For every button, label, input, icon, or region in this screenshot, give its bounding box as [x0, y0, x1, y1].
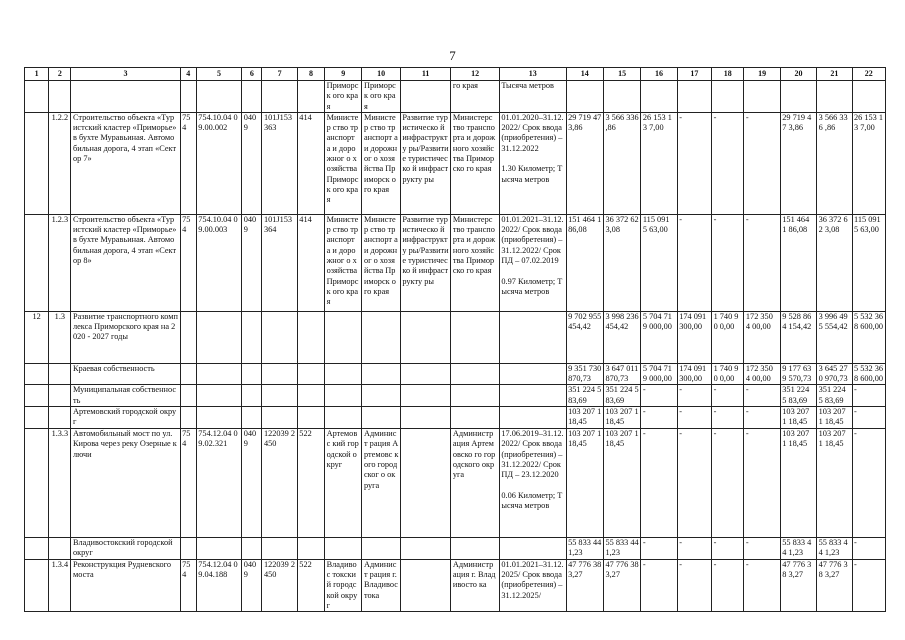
table-cell: [400, 407, 451, 429]
table-cell: 12: [25, 311, 49, 363]
table-cell: [262, 311, 297, 363]
table-cell: Краевая собственность: [71, 363, 180, 385]
table-cell: [180, 407, 196, 429]
table-cell: [242, 407, 262, 429]
table-cell: Артемовский городской округ: [71, 407, 180, 429]
table-cell: [262, 81, 297, 113]
table-cell: -: [744, 214, 780, 311]
column-number: 12: [451, 68, 500, 81]
table-cell: [242, 385, 262, 407]
column-number: 6: [242, 68, 262, 81]
table-cell: Министер ство транспорт а и дорожног о хозяйства Приморск ого края: [362, 214, 400, 311]
table-cell: 5 532 368 600,00: [852, 311, 886, 363]
table-cell: -: [641, 385, 677, 407]
table-cell: -: [744, 407, 780, 429]
table-cell: 103 207 1 18,45: [603, 407, 640, 429]
table-cell: 0409: [242, 559, 262, 611]
table-cell: Владивостокский городской округ: [71, 538, 180, 560]
table-cell: 103 207 1 18,45: [817, 407, 852, 429]
table-row: [25, 112, 886, 214]
table-cell: -: [852, 538, 886, 560]
table-cell: Муниципальная собственность: [71, 385, 180, 407]
table-cell: -: [641, 429, 677, 538]
table-cell: 9 528 864 154,42: [780, 311, 816, 363]
table-row: [25, 559, 886, 611]
table-cell: 522: [297, 559, 324, 611]
table-cell: [451, 385, 500, 407]
table-cell: 3 645 270 970,73: [817, 363, 852, 385]
table-cell: [297, 407, 324, 429]
table-cell: -: [712, 429, 744, 538]
table-cell: 47 776 38 3,27: [566, 559, 603, 611]
table-cell: 9 177 639 570,73: [780, 363, 816, 385]
table-cell: 17.06.2019–31.12. 2022/ Срок ввода (приобретения) – 31.12.2022/ Срок ПД – 23.12.2020 0.06 Километр; Тысяча метров: [499, 429, 566, 538]
table-row: [25, 81, 886, 113]
table-cell: [451, 363, 500, 385]
table-row: [25, 385, 886, 407]
table-cell: [242, 81, 262, 113]
table-cell: -: [852, 385, 886, 407]
column-number: 20: [780, 68, 816, 81]
table-cell: [400, 429, 451, 538]
table-cell: Админист рация г. Владивос тока: [362, 559, 400, 611]
table-cell: [362, 385, 400, 407]
table-cell: [25, 407, 49, 429]
table-cell: [180, 385, 196, 407]
table-cell: 115 091 5 63,00: [641, 214, 677, 311]
table-cell: -: [677, 407, 711, 429]
table-cell: [499, 363, 566, 385]
column-number: 8: [297, 68, 324, 81]
table-cell: [25, 214, 49, 311]
page-number: 7: [449, 48, 456, 63]
table-cell: Строительство объекта «Туристский кластер «Приморье» в бухте Муравьиная. Автомобильная дорога, 4 этап «Сектор 7»: [71, 112, 180, 214]
table-cell: Приморск ого края: [325, 81, 362, 113]
table-cell: [180, 363, 196, 385]
table-cell: [400, 385, 451, 407]
table-cell: -: [852, 559, 886, 611]
table-cell: Автомобильный мост по ул. Кирова через реку Озерные ключи: [71, 429, 180, 538]
column-number: 14: [566, 68, 603, 81]
table-cell: [262, 363, 297, 385]
table-cell: 01.01.2021–31.12. 2022/ Срок ввода (приобретения) – 31.12.2022/ Срок ПД – 07.02.2019 0.97 Километр; Тысяча метров: [499, 214, 566, 311]
table-cell: 122039 2450: [262, 559, 297, 611]
table-cell: [297, 385, 324, 407]
table-cell: [780, 81, 816, 113]
column-number: 11: [400, 68, 451, 81]
table-cell: Владивос токский городской округ: [325, 559, 362, 611]
table-cell: 351 224 5 83,69: [566, 385, 603, 407]
table-cell: [242, 311, 262, 363]
table-cell: [242, 538, 262, 560]
column-number: 7: [262, 68, 297, 81]
table-cell: 5 532 368 600,00: [852, 363, 886, 385]
column-number: 4: [180, 68, 196, 81]
table-cell: [712, 81, 744, 113]
table-cell: -: [744, 385, 780, 407]
table-cell: Министер ство транспорт а и дорожног о хозяйства Приморск ого края: [362, 112, 400, 214]
table-cell: 3 998 236 454,42: [603, 311, 640, 363]
table-cell: [325, 363, 362, 385]
table-cell: Реконструкция Рудневского моста: [71, 559, 180, 611]
budget-table: [24, 67, 886, 612]
table-cell: 1.3: [49, 311, 71, 363]
table-cell: -: [677, 112, 711, 214]
table-cell: 351 224 5 83,69: [817, 385, 852, 407]
table-cell: 174 091 300,00: [677, 311, 711, 363]
table-cell: [196, 385, 241, 407]
table-cell: 754: [180, 429, 196, 538]
table-cell: 1.2.2: [49, 112, 71, 214]
table-cell: 103 207 1 18,45: [780, 407, 816, 429]
table-cell: [852, 81, 886, 113]
column-number: 16: [641, 68, 677, 81]
table-cell: [25, 538, 49, 560]
table-cell: Админист рация Артемовс кого городског о округа: [362, 429, 400, 538]
table-cell: 754: [180, 214, 196, 311]
column-number: 3: [71, 68, 180, 81]
table-cell: 122039 2450: [262, 429, 297, 538]
table-cell: [566, 81, 603, 113]
table-cell: [262, 538, 297, 560]
table-cell: -: [677, 214, 711, 311]
table-cell: [744, 81, 780, 113]
table-row: [25, 538, 886, 560]
table-cell: -: [712, 407, 744, 429]
column-number: 18: [712, 68, 744, 81]
table-cell: 103 207 1 18,45: [566, 407, 603, 429]
table-cell: -: [641, 559, 677, 611]
table-cell: 151 464 1 86,08: [780, 214, 816, 311]
table-cell: [180, 538, 196, 560]
table-cell: 103 207 1 18,45: [603, 429, 640, 538]
table-cell: [262, 385, 297, 407]
table-cell: 47 776 38 3,27: [817, 559, 852, 611]
table-cell: -: [744, 559, 780, 611]
table-cell: 1.2.3: [49, 214, 71, 311]
table-cell: [196, 363, 241, 385]
table-cell: -: [712, 112, 744, 214]
table-cell: 3 566 336 ,86: [603, 112, 640, 214]
table-cell: [297, 81, 324, 113]
table-cell: 55 833 44 1,23: [780, 538, 816, 560]
table-cell: -: [852, 429, 886, 538]
column-number: 2: [49, 68, 71, 81]
table-cell: Министерс тво транспорта и дорожного хозяйства Приморско го края: [451, 112, 500, 214]
table-cell: [49, 385, 71, 407]
table-row: [25, 407, 886, 429]
table-cell: [451, 538, 500, 560]
table-cell: [499, 385, 566, 407]
table-cell: [49, 81, 71, 113]
table-cell: [400, 311, 451, 363]
table-cell: 101J153 364: [262, 214, 297, 311]
table-cell: [400, 363, 451, 385]
table-cell: [180, 311, 196, 363]
table-cell: Строительство объекта «Туристский кластер «Приморье» в бухте Муравьиная. Автомобильная дорога, 4 этап «Сектор 8»: [71, 214, 180, 311]
table-cell: 754.10.04 09.00.003: [196, 214, 241, 311]
table-cell: 151 464 1 86,08: [566, 214, 603, 311]
table-cell: Приморск ого края: [362, 81, 400, 113]
table-cell: Министерс тво транспорта и дорожного хозяйства Приморско го края: [451, 214, 500, 311]
table-cell: 414: [297, 214, 324, 311]
table-cell: 0409: [242, 214, 262, 311]
table-cell: [362, 407, 400, 429]
table-cell: [196, 81, 241, 113]
table-cell: -: [744, 112, 780, 214]
table-cell: [297, 311, 324, 363]
table-cell: [180, 81, 196, 113]
table-cell: [325, 538, 362, 560]
table-row: [25, 429, 886, 538]
table-cell: 101J153 363: [262, 112, 297, 214]
table-cell: 172 350 4 00,00: [744, 363, 780, 385]
column-number: 21: [817, 68, 852, 81]
table-cell: [25, 429, 49, 538]
table-cell: [49, 363, 71, 385]
table-cell: -: [744, 538, 780, 560]
table-cell: 754.10.04 09.00.002: [196, 112, 241, 214]
column-number: 17: [677, 68, 711, 81]
table-cell: [400, 538, 451, 560]
table-cell: [451, 311, 500, 363]
table-cell: -: [677, 538, 711, 560]
table-cell: [196, 407, 241, 429]
table-cell: -: [677, 429, 711, 538]
column-number: 10: [362, 68, 400, 81]
table-cell: [641, 81, 677, 113]
table-cell: Тысяча метров: [499, 81, 566, 113]
table-cell: 103 207 1 18,45: [566, 429, 603, 538]
table-cell: [677, 81, 711, 113]
table-cell: 351 224 5 83,69: [603, 385, 640, 407]
table-cell: 754.12.04 09.02.321: [196, 429, 241, 538]
table-cell: Администр ация Артемовско го городского округа: [451, 429, 500, 538]
table-cell: -: [712, 385, 744, 407]
table-cell: [499, 538, 566, 560]
table-cell: 26 153 13 7,00: [641, 112, 677, 214]
table-cell: [25, 363, 49, 385]
table-cell: 1 740 90 0,00: [712, 311, 744, 363]
table-cell: 5 704 719 000,00: [641, 311, 677, 363]
table-cell: 01.01.2020–31.12. 2022/ Срок ввода (приобретения) – 31.12.2022 1.30 Километр; Тысяча метров: [499, 112, 566, 214]
table-cell: 3 996 495 554,42: [817, 311, 852, 363]
table-cell: 29 719 47 3,86: [566, 112, 603, 214]
table-cell: 36 372 62 3,08: [603, 214, 640, 311]
table-cell: [817, 81, 852, 113]
table-cell: 1.3.3: [49, 429, 71, 538]
table-cell: Развитие туристическо й инфраструкту ры/Развитие туристическо й инфраструкту ры: [400, 214, 451, 311]
table-cell: 26 153 13 7,00: [852, 112, 886, 214]
table-cell: -: [677, 385, 711, 407]
table-cell: [196, 311, 241, 363]
table-cell: 9 702 955 454,42: [566, 311, 603, 363]
table-cell: [325, 385, 362, 407]
column-number: 5: [196, 68, 241, 81]
table-cell: 414: [297, 112, 324, 214]
table-cell: [196, 538, 241, 560]
table-cell: 174 091 300,00: [677, 363, 711, 385]
table-cell: Развитие транспортного комплекса Приморского края на 2020 - 2027 годы: [71, 311, 180, 363]
table-cell: [499, 407, 566, 429]
table-cell: 5 704 719 000,00: [641, 363, 677, 385]
table-cell: 3 647 011 870,73: [603, 363, 640, 385]
table-cell: 103 207 1 18,45: [817, 429, 852, 538]
table-cell: [451, 407, 500, 429]
table-cell: 55 833 44 1,23: [603, 538, 640, 560]
table-cell: 01.01.2021–31.12. 2025/ Срок ввода (приобретения) – 31.12.2025/: [499, 559, 566, 611]
table-cell: [603, 81, 640, 113]
table-cell: -: [712, 559, 744, 611]
table-cell: [25, 81, 49, 113]
table-cell: -: [712, 214, 744, 311]
table-cell: [49, 407, 71, 429]
table-cell: [71, 81, 180, 113]
table-cell: 55 833 44 1,23: [566, 538, 603, 560]
table-cell: [325, 311, 362, 363]
table-cell: -: [677, 559, 711, 611]
table-cell: [400, 81, 451, 113]
table-cell: -: [641, 407, 677, 429]
table-cell: Администр ация г. Владивосто ка: [451, 559, 500, 611]
table-cell: 172 350 4 00,00: [744, 311, 780, 363]
table-cell: -: [852, 407, 886, 429]
table-row: [25, 311, 886, 363]
column-number: 15: [603, 68, 640, 81]
table-cell: [262, 407, 297, 429]
table-cell: [362, 363, 400, 385]
column-number-row: [25, 68, 886, 81]
table-cell: [499, 311, 566, 363]
table-cell: [400, 559, 451, 611]
table-cell: [362, 311, 400, 363]
table-cell: [297, 363, 324, 385]
table-cell: -: [641, 538, 677, 560]
table-cell: Артемовс кий городской округ: [325, 429, 362, 538]
table-cell: -: [744, 429, 780, 538]
table-cell: 55 833 44 1,23: [817, 538, 852, 560]
table-cell: 0409: [242, 429, 262, 538]
table-cell: [325, 407, 362, 429]
table-row: [25, 214, 886, 311]
table-cell: [49, 538, 71, 560]
table-cell: [242, 363, 262, 385]
table-cell: [25, 112, 49, 214]
column-number: 22: [852, 68, 886, 81]
table-cell: 1 740 90 0,00: [712, 363, 744, 385]
column-number: 9: [325, 68, 362, 81]
column-number: 19: [744, 68, 780, 81]
table-cell: [362, 538, 400, 560]
table-cell: -: [712, 538, 744, 560]
table-cell: 29 719 47 3,86: [780, 112, 816, 214]
table-cell: 1.3.4: [49, 559, 71, 611]
table-cell: 47 776 38 3,27: [780, 559, 816, 611]
table-cell: Развитие туристическо й инфраструкту ры/Развитие туристическо й инфраструкту ры: [400, 112, 451, 214]
table-cell: Министер ство транспорт а и дорожног о хозяйства Приморск ого края: [325, 214, 362, 311]
table-cell: го края: [451, 81, 500, 113]
table-cell: 103 207 1 18,45: [780, 429, 816, 538]
table-cell: [297, 538, 324, 560]
table-cell: 351 224 5 83,69: [780, 385, 816, 407]
column-number: 1: [25, 68, 49, 81]
table-cell: 47 776 38 3,27: [603, 559, 640, 611]
table-row: [25, 363, 886, 385]
table-cell: 3 566 336 ,86: [817, 112, 852, 214]
column-number: 13: [499, 68, 566, 81]
table-cell: 0409: [242, 112, 262, 214]
table-cell: 754: [180, 559, 196, 611]
table-cell: [25, 559, 49, 611]
table-cell: 754: [180, 112, 196, 214]
table-cell: 754.12.04 09.04.188: [196, 559, 241, 611]
table-cell: Министер ство транспорт а и дорожног о хозяйства Приморск ого края: [325, 112, 362, 214]
table-cell: 36 372 62 3,08: [817, 214, 852, 311]
table-cell: [25, 385, 49, 407]
table-cell: 9 351 730 870,73: [566, 363, 603, 385]
table-cell: 522: [297, 429, 324, 538]
table-cell: 115 091 5 63,00: [852, 214, 886, 311]
